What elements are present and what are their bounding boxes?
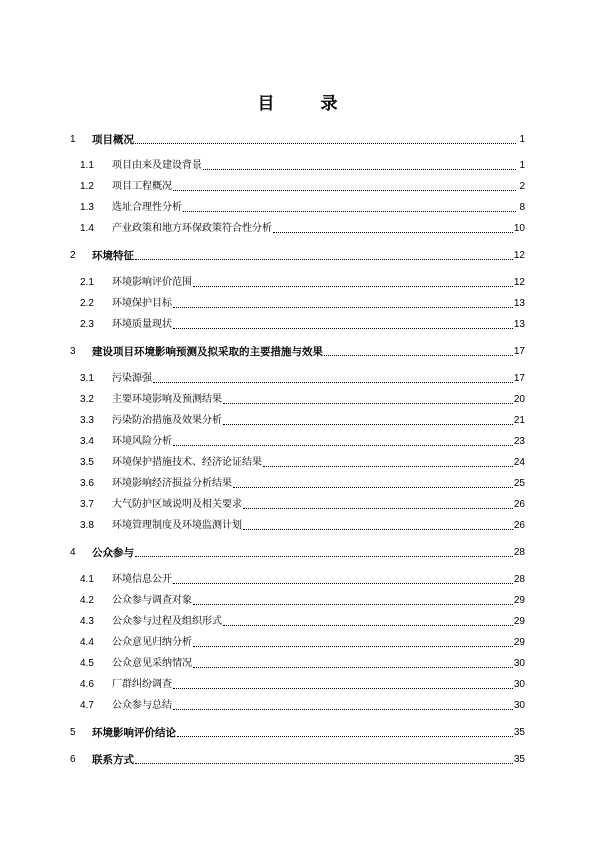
toc-entry-number: 3.4 [80,436,94,447]
dot-leader [223,624,513,626]
toc-entry-label: 项目由来及建设背景 [112,160,202,171]
dot-leader [243,507,513,509]
toc-entry-page-number: 30 [513,679,525,690]
toc-entry-label: 环境影响经济损益分析结果 [112,478,232,489]
toc-chapter-entry[interactable] [70,752,525,766]
toc-entry-number: 1.1 [80,160,94,171]
toc-entry-number: 3.7 [80,499,94,510]
toc-entry-label: 公众参与总结 [112,700,172,711]
dot-leader [263,465,513,467]
toc-section-entry[interactable] [70,635,525,649]
toc-section-entry[interactable] [70,518,525,532]
toc-entry-label: 环境管理制度及环境监测计划 [112,520,242,531]
toc-entry-label: 联系方式 [92,754,134,766]
toc-entry-number: 5 [70,727,76,738]
toc-entry-number: 3.8 [80,520,94,531]
toc-entry-label: 项目概况 [92,134,134,146]
toc-section-entry[interactable] [70,593,525,607]
toc-section-entry[interactable] [70,275,525,289]
toc-entry-number: 3.1 [80,373,94,384]
toc-section-entry[interactable] [70,656,525,670]
toc-entry-number: 4.2 [80,595,94,606]
toc-chapter-entry[interactable] [70,344,525,358]
toc-entry-label: 建设项目环境影响预测及拟采取的主要措施与效果 [92,346,323,358]
toc-entry-number: 3.2 [80,394,94,405]
toc-entry-number: 1.3 [80,202,94,213]
toc-entry-label: 环境保护目标 [112,298,172,309]
toc-entry-number: 4.6 [80,679,94,690]
toc-entry-page-number: 20 [513,394,525,405]
dot-leader [324,354,513,356]
toc-entry-number: 2.2 [80,298,94,309]
toc-entry-label: 公众意见归纳分析 [112,637,192,648]
toc-entry-label: 环境影响评价结论 [92,727,176,739]
toc-section-entry[interactable] [70,434,525,448]
toc-entry-number: 1 [70,134,76,145]
toc-entry-page-number: 2 [519,181,525,192]
toc-entry-number: 3 [70,346,76,357]
toc-entry-number: 4.3 [80,616,94,627]
toc-entry-label: 环境影响评价范围 [112,277,192,288]
dot-leader [183,210,516,212]
toc-entry-page-number: 29 [513,616,525,627]
toc-entry-label: 污染源强 [112,373,152,384]
dot-leader [177,735,513,737]
toc-section-entry[interactable] [70,476,525,490]
toc-entry-number: 1.2 [80,181,94,192]
toc-entry-page-number: 28 [513,547,525,558]
toc-entry-page-number: 17 [513,346,525,357]
toc-section-entry[interactable] [70,677,525,691]
toc-entry-page-number: 25 [513,478,525,489]
toc-entry-page-number: 30 [513,700,525,711]
toc-entry-number: 4.5 [80,658,94,669]
toc-entry-number: 3.3 [80,415,94,426]
dot-leader [203,168,516,170]
toc-entry-page-number: 12 [513,250,525,261]
toc-entry-page-number: 23 [513,436,525,447]
dot-leader [173,708,513,710]
toc-entry-label: 污染防治措施及效果分析 [112,415,222,426]
dot-leader [193,666,513,668]
toc-section-entry[interactable] [70,158,525,172]
toc-entry-page-number: 28 [513,574,525,585]
toc-entry-label: 项目工程概况 [112,181,172,192]
dot-leader [193,285,513,287]
dot-leader [223,402,513,404]
dot-leader [153,381,513,383]
dot-leader [233,486,513,488]
dot-leader [173,327,513,329]
dot-leader [135,142,516,144]
toc-entry-label: 公众参与过程及组织形式 [112,616,222,627]
toc-entry-page-number: 13 [513,298,525,309]
toc-section-entry[interactable] [70,221,525,235]
toc-entry-number: 4 [70,547,76,558]
toc-chapter-entry[interactable] [70,132,525,146]
toc-entry-page-number: 12 [513,277,525,288]
toc-entry-page-number: 35 [513,754,525,765]
toc-entry-number: 2.3 [80,319,94,330]
toc-entry-label: 环境信息公开 [112,574,172,585]
toc-entry-page-number: 21 [513,415,525,426]
toc-entry-page-number: 29 [513,595,525,606]
dot-leader [173,444,513,446]
toc-entry-label: 大气防护区域说明及相关要求 [112,499,242,510]
dot-leader [173,687,513,689]
dot-leader [135,258,513,260]
toc-entry-label: 环境特征 [92,250,134,262]
toc-entry-number: 6 [70,754,76,765]
toc-chapter-entry[interactable] [70,248,525,262]
toc-entry-number: 2.1 [80,277,94,288]
toc-section-entry[interactable] [70,698,525,712]
page-title: 目 录 [257,94,358,114]
toc-entry-number: 3.6 [80,478,94,489]
toc-entry-page-number: 26 [513,499,525,510]
toc-entry-page-number: 24 [513,457,525,468]
toc-entry-number: 4.7 [80,700,94,711]
toc-chapter-entry[interactable] [70,545,525,559]
toc-entry-page-number: 1 [519,134,525,145]
dot-leader [193,645,513,647]
toc-entry-page-number: 8 [519,202,525,213]
toc-section-entry[interactable] [70,614,525,628]
toc-section-entry[interactable] [70,296,525,310]
toc-entry-number: 2 [70,250,76,261]
toc-section-entry[interactable] [70,200,525,214]
dot-leader [193,603,513,605]
dot-leader [243,528,513,530]
toc-entry-page-number: 29 [513,637,525,648]
dot-leader [173,306,513,308]
toc-entry-number: 3.5 [80,457,94,468]
toc-entry-number: 4.1 [80,574,94,585]
toc-section-entry[interactable] [70,371,525,385]
dot-leader [223,423,513,425]
toc-entry-label: 公众意见采纳情况 [112,658,192,669]
toc-entry-label: 厂群纠纷调查 [112,679,172,690]
toc-entry-number: 4.4 [80,637,94,648]
toc-section-entry[interactable] [70,179,525,193]
toc-entry-label: 公众参与调查对象 [112,595,192,606]
dot-leader [135,555,513,557]
toc-entry-page-number: 13 [513,319,525,330]
toc-section-entry[interactable] [70,392,525,406]
dot-leader [173,189,516,191]
toc-section-entry[interactable] [70,413,525,427]
toc-entry-label: 环境风险分析 [112,436,172,447]
dot-leader [135,762,513,764]
toc-section-entry[interactable] [70,455,525,469]
toc-section-entry[interactable] [70,497,525,511]
toc-entry-label: 选址合理性分析 [112,202,182,213]
toc-entry-page-number: 35 [513,727,525,738]
toc-entry-label: 环境保护措施技术、经济论证结果 [112,457,262,468]
toc-section-entry[interactable] [70,317,525,331]
toc-entry-label: 公众参与 [92,547,134,559]
toc-entry-page-number: 10 [513,223,525,234]
toc-entry-number: 1.4 [80,223,94,234]
dot-leader [173,582,513,584]
toc-entry-page-number: 1 [519,160,525,171]
toc-chapter-entry[interactable] [70,725,525,739]
toc-entry-label: 主要环境影响及预测结果 [112,394,222,405]
toc-entry-page-number: 30 [513,658,525,669]
toc-entry-label: 环境质量现状 [112,319,172,330]
toc-entry-page-number: 17 [513,373,525,384]
dot-leader [273,231,513,233]
toc-entry-page-number: 26 [513,520,525,531]
toc-entry-label: 产业政策和地方环保政策符合性分析 [112,223,272,234]
toc-section-entry[interactable] [70,572,525,586]
